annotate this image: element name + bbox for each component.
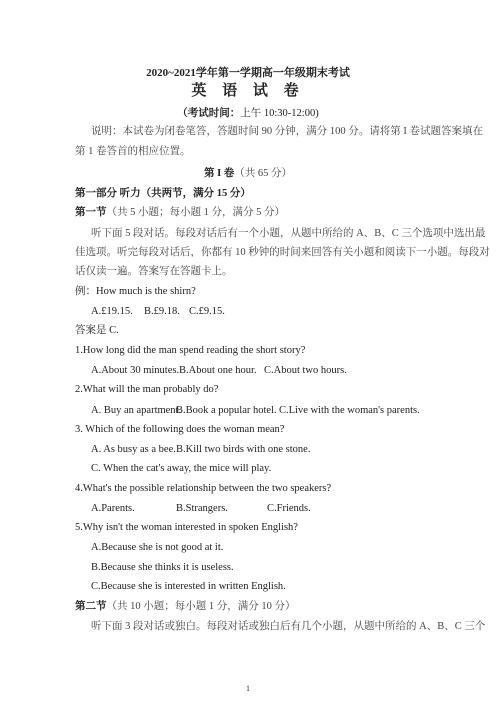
exam-time-label: （考试时间： [177, 108, 241, 119]
question-4-stem: 4.What's the possible relationship between the two speakers? [75, 483, 332, 494]
directions-line-2: 佳选项。听完每段对话后，你都有 10 秒钟的时间来回答有关小题和阅读下一小题。每段对 [75, 247, 490, 258]
question-2-option-a: A. Buy an apartment. [91, 405, 182, 416]
question-3-option-a: A. As busy as a bee. [91, 444, 176, 455]
question-2-stem: 2.What will the man probably do? [75, 384, 219, 395]
subject-title: 英 语 试 卷 [191, 83, 305, 99]
question-1-option-b: B.About one hour. [179, 365, 257, 376]
question-2-options [91, 404, 420, 418]
question-4-option-a: A.Parents. [91, 503, 135, 514]
page-number: 1 [246, 684, 250, 693]
question-1-option-c: C.About two hours. [264, 365, 347, 376]
example-option-b: B.£9.18. [144, 306, 180, 317]
question-4-options [91, 502, 311, 516]
question-4-option-c: C.Friends. [267, 503, 311, 514]
question-5-stem: 5.Why isn't the woman interested in spoken English? [75, 522, 298, 533]
question-2-option-b: B.Book a popular hotel. [176, 405, 277, 416]
example-options [91, 305, 225, 319]
question-5-option-a: A.Because she is not good at it. [91, 542, 224, 553]
volume-1-heading [0, 167, 496, 181]
directions-line-3: 话仅读一遍。答案写在答题卡上。 [75, 266, 233, 277]
example-option-a: A.£19.15. [91, 306, 133, 317]
instructions-line-2: 第 1 卷答首的相应位置。 [75, 146, 191, 157]
question-1-options [91, 364, 347, 378]
exam-title: 2020~2021学年第一学期高一年级期末考试 [146, 67, 350, 79]
question-3-option-b: B.Kill two birds with one stone. [176, 444, 311, 455]
section-2-note: （共 10 小题；每小题 1 分，满分 10 分） [106, 601, 296, 612]
question-3-options-row-1 [91, 443, 310, 457]
example-answer: 答案是 C. [75, 325, 119, 336]
question-4-option-b: B.Strangers. [176, 503, 228, 514]
part-1-title: 第一部分 听力（共两节，满分 15 分） [75, 188, 251, 199]
volume-1-title: 第 I 卷 [203, 168, 235, 179]
question-5-option-c: C.Because she is interested in written English. [91, 581, 286, 592]
section-1-heading [75, 206, 285, 220]
section-2-heading [75, 600, 296, 614]
example-question: 例：How much is the shirn? [75, 286, 196, 297]
question-3-stem: 3. Which of the following does the woman mean? [75, 424, 285, 435]
question-1-stem: 1.How long did the man spend reading the short story? [75, 345, 306, 356]
exam-time [0, 107, 496, 121]
instructions-line-1: 说明：本试卷为闭卷笔答，答题时间 90 分钟，满分 100 分。请将第 I 卷试题答案填在 [91, 126, 483, 137]
section-2-directions-line-1: 听下面 3 段对话或独白。每段对话或独白后有几个小题，从题中所给的 A、B、C 三个 [91, 621, 486, 632]
question-5-option-b: B.Because she thinks it is useless. [91, 562, 234, 573]
directions-line-1: 听下面 5 段对话。每段对话后有一个小题，从题中所给的 A、B、C 三个选项中选出最 [91, 228, 486, 239]
section-1-title: 第一节 [75, 207, 107, 218]
question-1-option-a: A.About 30 minutes. [91, 365, 180, 376]
section-1-note: （共 5 小题；每小题 1 分，满分 5 分） [106, 207, 285, 218]
exam-time-value: 上午 10:30-12:00) [240, 108, 319, 119]
question-2-option-c: C.Live with the woman's parents. [279, 405, 420, 416]
volume-1-score: （共 65 分） [234, 168, 293, 179]
example-option-c: C.£9.15. [189, 306, 225, 317]
question-3-option-c: C. When the cat's away, the mice will play. [91, 463, 272, 474]
section-2-title: 第二节 [75, 601, 107, 612]
